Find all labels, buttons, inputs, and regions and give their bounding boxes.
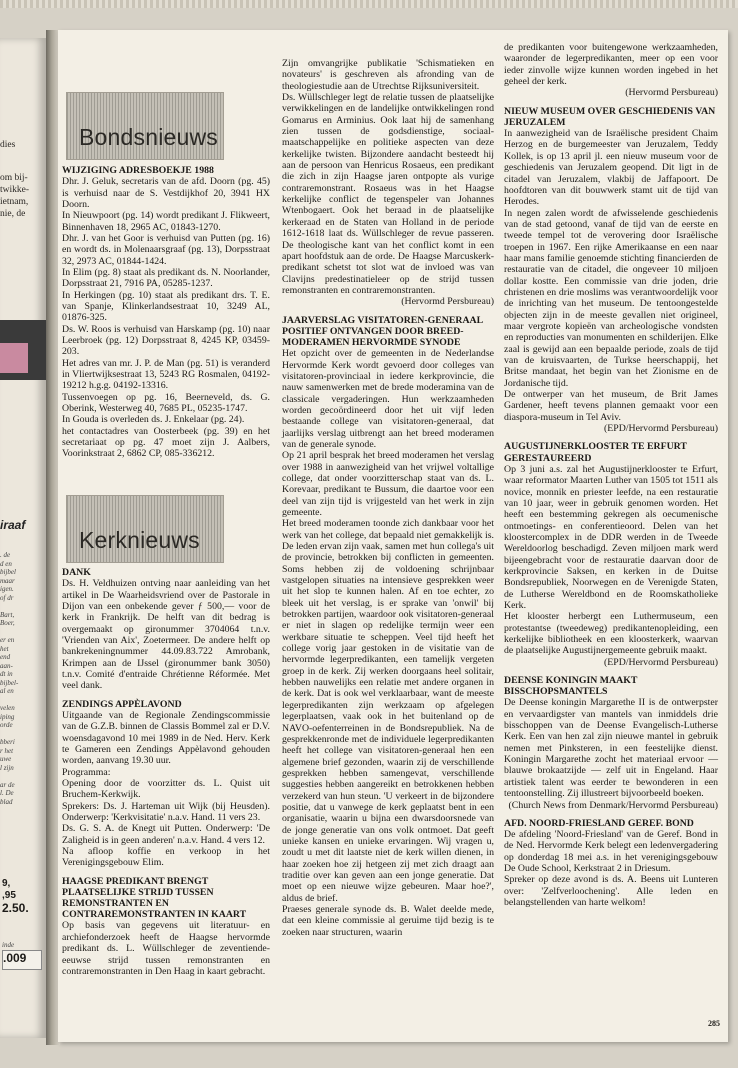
article-heading: AFD. NOORD-FRIESLAND GEREF. BOND (504, 817, 694, 829)
paragraph: Op 3 juni a.s. zal het Augustijnerklooster te Erfurt, waar reformator Maarten Luther van 1505 tot 1511 als novice, monnik en priester leefde, na een restauratie van 10 jaar, weer in gebruik genomen worden. Het heeft een bestemming gekregen als oecumenische ontmoetings- en conferentieoord. Delen van het kloostercomplex in de DDR werden in de Tweede Wereldoorlog beschadigd. Zeven miljoen mark werd bijeengebracht voor de restauratie daarvan door de kerkprovincie Saksen, en kerken in de Duitse Bondsrepubliek, Noorwegen en de Verenigde Staten, de Lutherse Wereldbond en de Roomskatholieke Kerk. (504, 463, 718, 611)
paragraph: Het opzicht over de gemeenten in de Nederlandse Hervormde Kerk wordt gevoerd door colleges van visitatoren-provinciaal in iedere kerkprovincie, die nauw samenwerken met de brede moderamina van de classicale vergaderingen. Hun werkzaamheden worden gecoördineerd door het uit vijf leden bestaande college van visitatoren-generaal, dat jaarlijks verslag uitbrengt aan het breed moderamen van de generale synode. (282, 348, 494, 450)
section-banner-kerknieuws (66, 495, 224, 563)
paragraph: In Elim (pg. 8) staat als predikant ds. N. Noorlander, Dorpsstraat 21, 7916 PA, 05285-1237. (62, 266, 270, 290)
article-heading: HAAGSE PREDIKANT BRENGT PLAATSELIJKE STRIJD TUSSEN REMONSTRANTEN EN CONTRAREMONSTRANTEN IN KAART (62, 875, 247, 921)
prev-page-small-text: . de d en bijbel maar igen. of dr Bart, Boer, er en het end aan- dt in bijbel- al en velen iping orde bberi r het uwe l zijn ar de l. De blad (0, 551, 19, 806)
paragraph: de predikanten voor buitengewone werkzaamheden, waaronder de legerpredikanten, meer op een voor ieder zinvolle wijze kunnen worden ingebed in het geheel der kerk. (504, 42, 718, 88)
paragraph: Dhr. J. Geluk, secretaris van de afd. Doorn (pg. 45) is verhuisd naar de S. Vestdijkhof 20, 3941 HX Doorn. (62, 176, 270, 210)
paragraph: Na afloop koffie en verkoop in het Verenigingsgebouw Elim. (62, 845, 270, 869)
source-credit: (Hervormd Persbureau) (625, 87, 718, 99)
paragraph: Het adres van mr. J. P. de Man (pg. 51) is veranderd in Vliertwijksestraat 13, 5243 RG Rosmalen, 04192-19212 h.g.g. 04192-13316. (62, 357, 270, 392)
article-heading: AUGUSTIJNERKLOOSTER TE ERFURT GERESTAUREERD (504, 441, 687, 464)
prev-page-label-box: .009 (2, 950, 42, 970)
paragraph: Op basis van gegevens uit literatuur- en archiefonderzoek heeft de Haagse hervormde predikant ds. L. Wüllschleger de zeventiende-eeuwse strijd tussen remonstranten en contraremonstranten in Den Haag in kaart gebracht. (62, 920, 270, 977)
previous-page-edge (0, 38, 46, 1038)
paragraph: In negen zalen wordt de afwisselende geschiedenis van de stad getoond, vanaf de tijd van de eerste en tweede tempel tot de verovering door Israëlische troepen in 1967. Een rijke Amerikaanse en een naar haar mans familie genoemde stichting financierden de restauratie van de citadel, die ongeveer 10 miljoen dollar kostte. Een commissie van drie joden, drie christenen en drie moslims was verantwoordelijk voor de inrichting van het museum. De tentoongestelde objecten zijn in de meeste gevallen niet origineel, maar vergrote kopieën van archeologische vondsten en reproducties van monumenten en schilderijen. Elke zaal is gewijd aan een bepaalde periode, zoals de tijd van de kruisvaarten, de Turkse heerschappij, het Britse mandaat, het begin van het Zionisme en de Jordanische tijd. (504, 207, 718, 389)
source-credit: (Hervormd Persbureau) (401, 296, 494, 308)
prev-page-label-small: inde (2, 941, 15, 949)
prev-page-price: ,95 (2, 890, 16, 901)
paragraph: In aanwezigheid van de Israëlische president Chaim Herzog en de burgemeester van Jeruzalem, Teddy Kollek, is op 13 april jl. een nieuw museum voor de geschiedenis van Jeruzalem geopend. Dit ligt in de citadel van Jeruzalem, vlakbij de Jaffapoort. De hoofdtoren van dit bouwwerk stamt uit de tijd van Herodes. (504, 128, 718, 208)
paragraph: Praeses generale synode ds. B. Walet deelde mede, dat een kleine commissie al geruime tijd bezig is te zoeken naar structuren, waarin (282, 904, 494, 938)
paragraph: In Nieuwpoort (pg. 14) wordt predikant J. Flikweert, Binnenhaven 18, 2965 AC, 01843-1270. (62, 210, 270, 233)
prev-page-fragment: om bij- (0, 173, 28, 183)
article-heading: ZENDINGS APPÈLAVOND (62, 698, 182, 710)
prev-page-fragment: ietnam, (0, 197, 29, 207)
prev-page-fragment-top: dies (0, 140, 16, 150)
paragraph: Zijn omvangrijke publikatie 'Schismatieken en novateurs' is geschreven als afronding van de theologiestudie aan de Utrechtse Rijksuniversiteit. (282, 58, 494, 92)
paragraph: Uitgaande van de Regionale Zendingscommissie van de G.Z.B. binnen de Classis Bommel zal er D.V. woensdagavond 10 mei 1989 in de Ned. Herv. Kerk te Gameren een Zendings Appèlavond gehouden worden, aanvang 19.30 uur. (62, 709, 270, 767)
source-credit: (EPD/Hervormd Persbureau) (604, 423, 718, 435)
section-title: Bondsnieuws (79, 124, 219, 150)
article-heading: DEENSE KONINGIN MAAKT BISSCHOPSMANTELS (504, 675, 638, 698)
prev-page-fragment: nie, de (0, 209, 26, 219)
paragraph: De ontwerper van het museum, de Brit James Gardener, heeft tevens plannen gemaakt voor een diaspora-museum in Tel Aviv. (504, 389, 718, 423)
column-3-content (504, 42, 718, 908)
prev-page-photo-accent (0, 343, 28, 373)
prev-page-heading: iraaf (0, 518, 26, 532)
source-credit: (Church News from Denmark/Hervormd Persbureau) (508, 799, 718, 811)
paragraph: Het breed moderamen toonde zich dankbaar voor het werk van het college, dat bepaald niet gemakkelijk is. De leden ervan zijn vaak, samen met hun collega's uit de provincie, betrokken bij conflicten in gemeenten. Soms hebben zij de voldoening schrijnbaar vastgelopen situaties na intensieve gesprekken weer uit het slop te kunnen halen. Af en toe echter, zo bleek uit het verslag, is er sprake van 'onwil' bij betrokken partijen, waardoor ook visitatoren-generaal er niet in slagen op redelijke termijn weer een werkbare situatie te scheppen. Veel tijd heeft het college vorig jaar gestoken in de visitatie van de hervormde legerpredikanten, een tamelijk vergeten groep in de kerk. Zij werken doorgaans heel solitair, hebben nauwelijks een relatie met andere organen in de kerk. Dat is ook wel verklaarbaar, want de meeste legerpredikanten zijn werkzaam op afgelegen legerplaatsen, vaak ook in het buitenland op de NAVO-oefenterreinen in de Bondsrepubliek. Na de gesprekkenronde met de individuele legerpredikanten heeft het college van visitatoren-generaal hen een algemene brief gezonden, waarin zij de verschillende gesprekken hebben samengevat, verschillende suggesties hebben aangereikt en betrokkenen hebben verzekerd van hun steun. 'U verkeert in de bijzondere positie, dat u vanwege de kerk geplaatst bent in een organisatie, waarin u bijna een dwarsdoorsnede van de jonge generatie van ons volk ontmoet. Dat geeft unieke kansen en unieke ervaringen. Wij vragen u, zoudt u met dit laatste niet de kerk willen dienen, in haar zoeken hoe zij hetgeen zij met zich draagt aan traditie over kan geven aan een jonge generatie. Dat moet op een nieuwe wijze gebeuren. Maar hoe?', aldus de brief. (282, 518, 494, 904)
paragraph: De afdeling 'Noord-Friesland' van de Geref. Bond in de Ned. Hervormde Kerk belegt een ledenvergadering op donderdag 18 mei a.s. in het verenigingsgebouw De Oude School, Kerkstraat 2 in Driesum. (504, 829, 718, 875)
section-banner-bondsnieuws (66, 92, 224, 160)
paragraph: Tussenvoegen op pg. 16, Beerneveld, ds. G. Oberink, Westerweg 40, 7685 PL, 05235-1747. (62, 391, 270, 415)
paragraph: In Gouda is overleden ds. J. Enkelaar (pg. 24). (62, 414, 245, 426)
paragraph: Dhr. J. van het Goor is verhuisd van Putten (pg. 16) en wordt ds. in Molenaarsgraaf (pg. 13), Dorpsstraat 32, 2973 AC, 01844-1424. (62, 232, 270, 267)
paragraph: Sprekers: Ds. J. Harteman uit Wijk (bij Heusden). Onderwerp: 'Kerkvisitatie' n.a.v. Hand. 11 vers 23. (62, 800, 270, 823)
magazine-page (58, 30, 728, 1042)
top-edge (0, 0, 738, 8)
paragraph: Programma: (62, 766, 111, 778)
paragraph: het contactadres van Oosterbeek (pg. 39) en het secretariaat op pg. 47 moet zijn J. Aalbers, Voorinkstraat 2, 6862 CP, 085-336212. (62, 425, 270, 460)
paragraph: In Herkingen (pg. 10) staat als predikant drs. T. E. van Spanje, Klinkerlandsestraat 10, 3249 AL, 01876-325. (62, 289, 270, 324)
prev-page-fragment: twikke- (0, 185, 30, 195)
paragraph: Het klooster herbergt een Luthermuseum, een protestantse (tweedeweg) predikantenopleiding, een kerkelijke bibliotheek en een kloosterkerk, waarvan de plaatselijke Augustijnergemeente gebruik maakt. (504, 611, 718, 657)
paragraph: Ds. W. Roos is verhuisd van Harskamp (pg. 10) naar Leerbroek (pg. 12) Dorpsstraat 8, 4245 KP, 03459-203. (62, 323, 270, 358)
article-haagse-predikant-cont (282, 58, 494, 938)
paragraph: Ds. G. S. A. de Knegt uit Putten. Onderwerp: 'De Zaligheid is in geen anderen' n.a.v. Hand. 4 vers 12. (62, 823, 270, 846)
page-number: 285 (708, 1019, 720, 1028)
article-adresboekje (62, 165, 270, 460)
prev-page-price: 9, (2, 878, 11, 889)
prev-page-price: 2.50. (2, 901, 29, 915)
article-heading: DANK (62, 567, 91, 578)
article-heading: WIJZIGING ADRESBOEKJE 1988 (62, 165, 214, 176)
paragraph: Ds. Wüllschleger legt de relatie tussen de plaatselijke verwikkelingen en de landelijke ontwikkelingen rond Gomarus en Arminius. Ook laat hij de samenhang zien tussen de godsdienstige, sociaal-maatschappelijke en politieke aspecten van deze kerkelijke twisten. Bijzondere aandacht besteedt hij aan de persoon van Henricus Rosaeus, een predikant die zich in zijn Haagse jaren ontpopte als vurige contraremonstrant. Rosaeus was in het Haagse kerkelijke conflict de tegenspeler van Johannes Wtenbogaert. Ook het beraad in de plaatselijke kerkeraad en de Staten van Holland in de periode 1612-1618 laat ds. Wüllschleger de revue passeren. De theologische kant van het conflict komt in een apart hoofdstuk aan de orde. De Haagse Marcuskerk-predikant schetst tot slot wat de invloed was van Clavijns predestinatieleer op de strijd tussen remonstranten en contraremonstranten. (282, 92, 494, 296)
article-dank (62, 567, 270, 977)
paragraph: Op 21 april besprak het breed moderamen het verslag over 1988 in aanwezigheid van het vrijwel voltallige college, dat onder voorzitterschap staat van ds. L. Korevaar, predikant te Bussum, die daartoe voor een deel van zijn tijd is vrijgesteld van het werk in zijn gemeente. (282, 450, 494, 518)
paragraph: Ds. H. Veldhuizen ontving naar aanleiding van het artikel in De Waarheidsvriend over de Pastorale in Dijon van een onbekende gever ƒ 500,— voor de kerk in Frankrijk. De helft van dit bedrag is overgemaakt op gironummer 3704064 t.n.v. 'Vrienden van Aix', Zoetermeer. De andere helft op bankrekeningnummer 44.09.83.722 Amrobank, Krimpen aan de IJssel (gironummer bank 3050) t.n.v. Comité d'entraide Chrétienne Réformée. Met veel dank. (62, 578, 270, 692)
paragraph: Opening door de voorzitter ds. L. Quist uit Bruchem-Kerkwijk. (62, 777, 270, 801)
paragraph: Spreker op deze avond is ds. A. Beens uit Lunteren over: 'Zelfverloochening'. Alle leden en belangstellenden van harte welkom! (504, 874, 718, 909)
article-heading: JAARVERSLAG VISITATOREN-GENERAAL POSITIEF ONTVANGEN DOOR BREED-MODERAMEN HERVORMDE SYNODE (282, 314, 483, 348)
paragraph: De Deense koningin Margarethe II is de ontwerpster en vervaardigster van mantels van inmiddels drie bisschoppen van de Deense Evangelisch-Lutherse Kerk. Een van hen zal zijn nieuwe mantel in gebruik nemen met Pinksteren, in een feestelijke dienst. Koningin Margarethe zocht het materiaal ervoor — blauwe brokaatzijde — zelf uit in Engeland. Haar artistiek talent was eerder te bewonderen in een tentoonstelling. Zij illustreert bijvoorbeeld boeken. (504, 697, 718, 800)
source-credit: (EPD/Hervormd Persbureau) (604, 656, 718, 668)
section-title: Kerknieuws (79, 527, 200, 553)
article-heading: NIEUW MUSEUM OVER GESCHIEDENIS VAN JERUZALEM (504, 105, 716, 128)
